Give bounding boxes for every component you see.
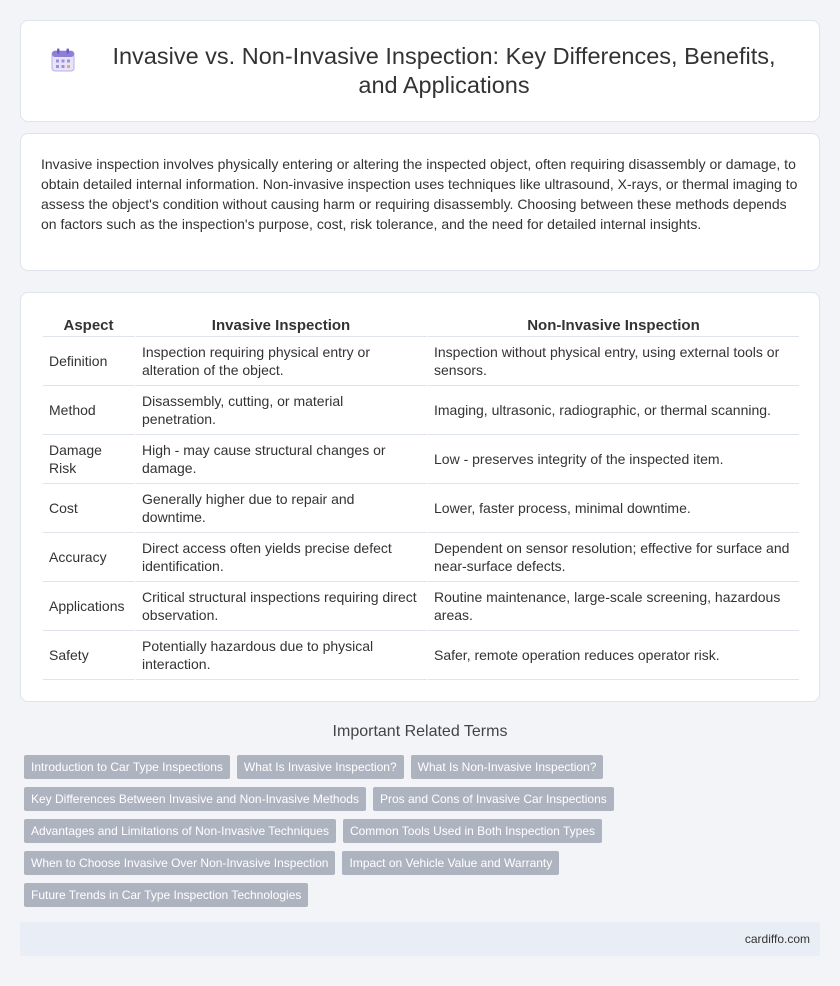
intro-paragraph: Invasive inspection involves physically entering or altering the inspected object, often requiring disassembly or damage, to obtain detailed internal information. Non-invasive inspection uses techniques like ultrasound, X-rays, or thermal imaging to assess the object's condition without causing harm or requiring disassembly. Choosing between these methods depends on factors such as the inspection's purpose, cost, risk tolerance, and the need for detailed internal insights.: [41, 156, 798, 232]
invasive-cell: Generally higher due to repair and downtime.: [136, 484, 428, 533]
comparison-table: [43, 313, 799, 680]
aspect-cell: Safety: [43, 631, 136, 680]
aspect-cell: Accuracy: [43, 533, 136, 582]
related-term-tag[interactable]: What Is Invasive Inspection?: [237, 755, 404, 779]
invasive-cell: Critical structural inspections requiring direct observation.: [136, 582, 428, 631]
header-card: [20, 20, 820, 122]
header-non-invasive: Non-Invasive Inspection: [428, 313, 799, 337]
non-invasive-cell: Inspection without physical entry, using external tools or sensors.: [428, 337, 799, 386]
table-row: [43, 631, 799, 680]
aspect-cell: Definition: [43, 337, 136, 386]
related-term-tag[interactable]: Future Trends in Car Type Inspection Technologies: [24, 883, 308, 907]
related-term-tag[interactable]: When to Choose Invasive Over Non-Invasive Inspection: [24, 851, 335, 875]
table-row: [43, 386, 799, 435]
non-invasive-cell: Imaging, ultrasonic, radiographic, or thermal scanning.: [428, 386, 799, 435]
intro-card: [20, 133, 820, 271]
page-title: Invasive vs. Non-Invasive Inspection: Key Differences, Benefits, and Applications: [112, 43, 776, 98]
table-row: [43, 533, 799, 582]
related-term-tag[interactable]: Common Tools Used in Both Inspection Types: [343, 819, 602, 843]
table-row: [43, 582, 799, 631]
aspect-cell: Applications: [43, 582, 136, 631]
footer-site-link[interactable]: cardiffo.com: [744, 932, 810, 946]
invasive-cell: High - may cause structural changes or damage.: [136, 435, 428, 484]
table-row: [43, 484, 799, 533]
table-row: [43, 337, 799, 386]
invasive-cell: Direct access often yields precise defect identification.: [136, 533, 428, 582]
aspect-cell: Method: [43, 386, 136, 435]
table-header-row: [43, 313, 799, 337]
table-row: [43, 435, 799, 484]
non-invasive-cell: Lower, faster process, minimal downtime.: [428, 484, 799, 533]
related-term-tag[interactable]: Impact on Vehicle Value and Warranty: [342, 851, 559, 875]
related-term-tag[interactable]: Advantages and Limitations of Non-Invasive Techniques: [24, 819, 336, 843]
related-term-tag[interactable]: Key Differences Between Invasive and Non-Invasive Methods: [24, 787, 366, 811]
invasive-cell: Potentially hazardous due to physical interaction.: [136, 631, 428, 680]
calendar-icon: [50, 47, 76, 73]
header-aspect: Aspect: [43, 313, 136, 337]
footer: [20, 922, 820, 956]
related-term-tag[interactable]: What Is Non-Invasive Inspection?: [411, 755, 604, 779]
non-invasive-cell: Routine maintenance, large-scale screening, hazardous areas.: [428, 582, 799, 631]
invasive-cell: Inspection requiring physical entry or alteration of the object.: [136, 337, 428, 386]
invasive-cell: Disassembly, cutting, or material penetration.: [136, 386, 428, 435]
non-invasive-cell: Low - preserves integrity of the inspected item.: [428, 435, 799, 484]
aspect-cell: Damage Risk: [43, 435, 136, 484]
header-invasive: Invasive Inspection: [136, 313, 428, 337]
non-invasive-cell: Dependent on sensor resolution; effective for surface and near-surface defects.: [428, 533, 799, 582]
aspect-cell: Cost: [43, 484, 136, 533]
related-terms-tags: [24, 755, 824, 915]
comparison-table-card: [20, 292, 820, 702]
non-invasive-cell: Safer, remote operation reduces operator risk.: [428, 631, 799, 680]
related-terms-heading: Important Related Terms: [332, 723, 508, 740]
related-term-tag[interactable]: Introduction to Car Type Inspections: [24, 755, 230, 779]
related-term-tag[interactable]: Pros and Cons of Invasive Car Inspections: [373, 787, 614, 811]
